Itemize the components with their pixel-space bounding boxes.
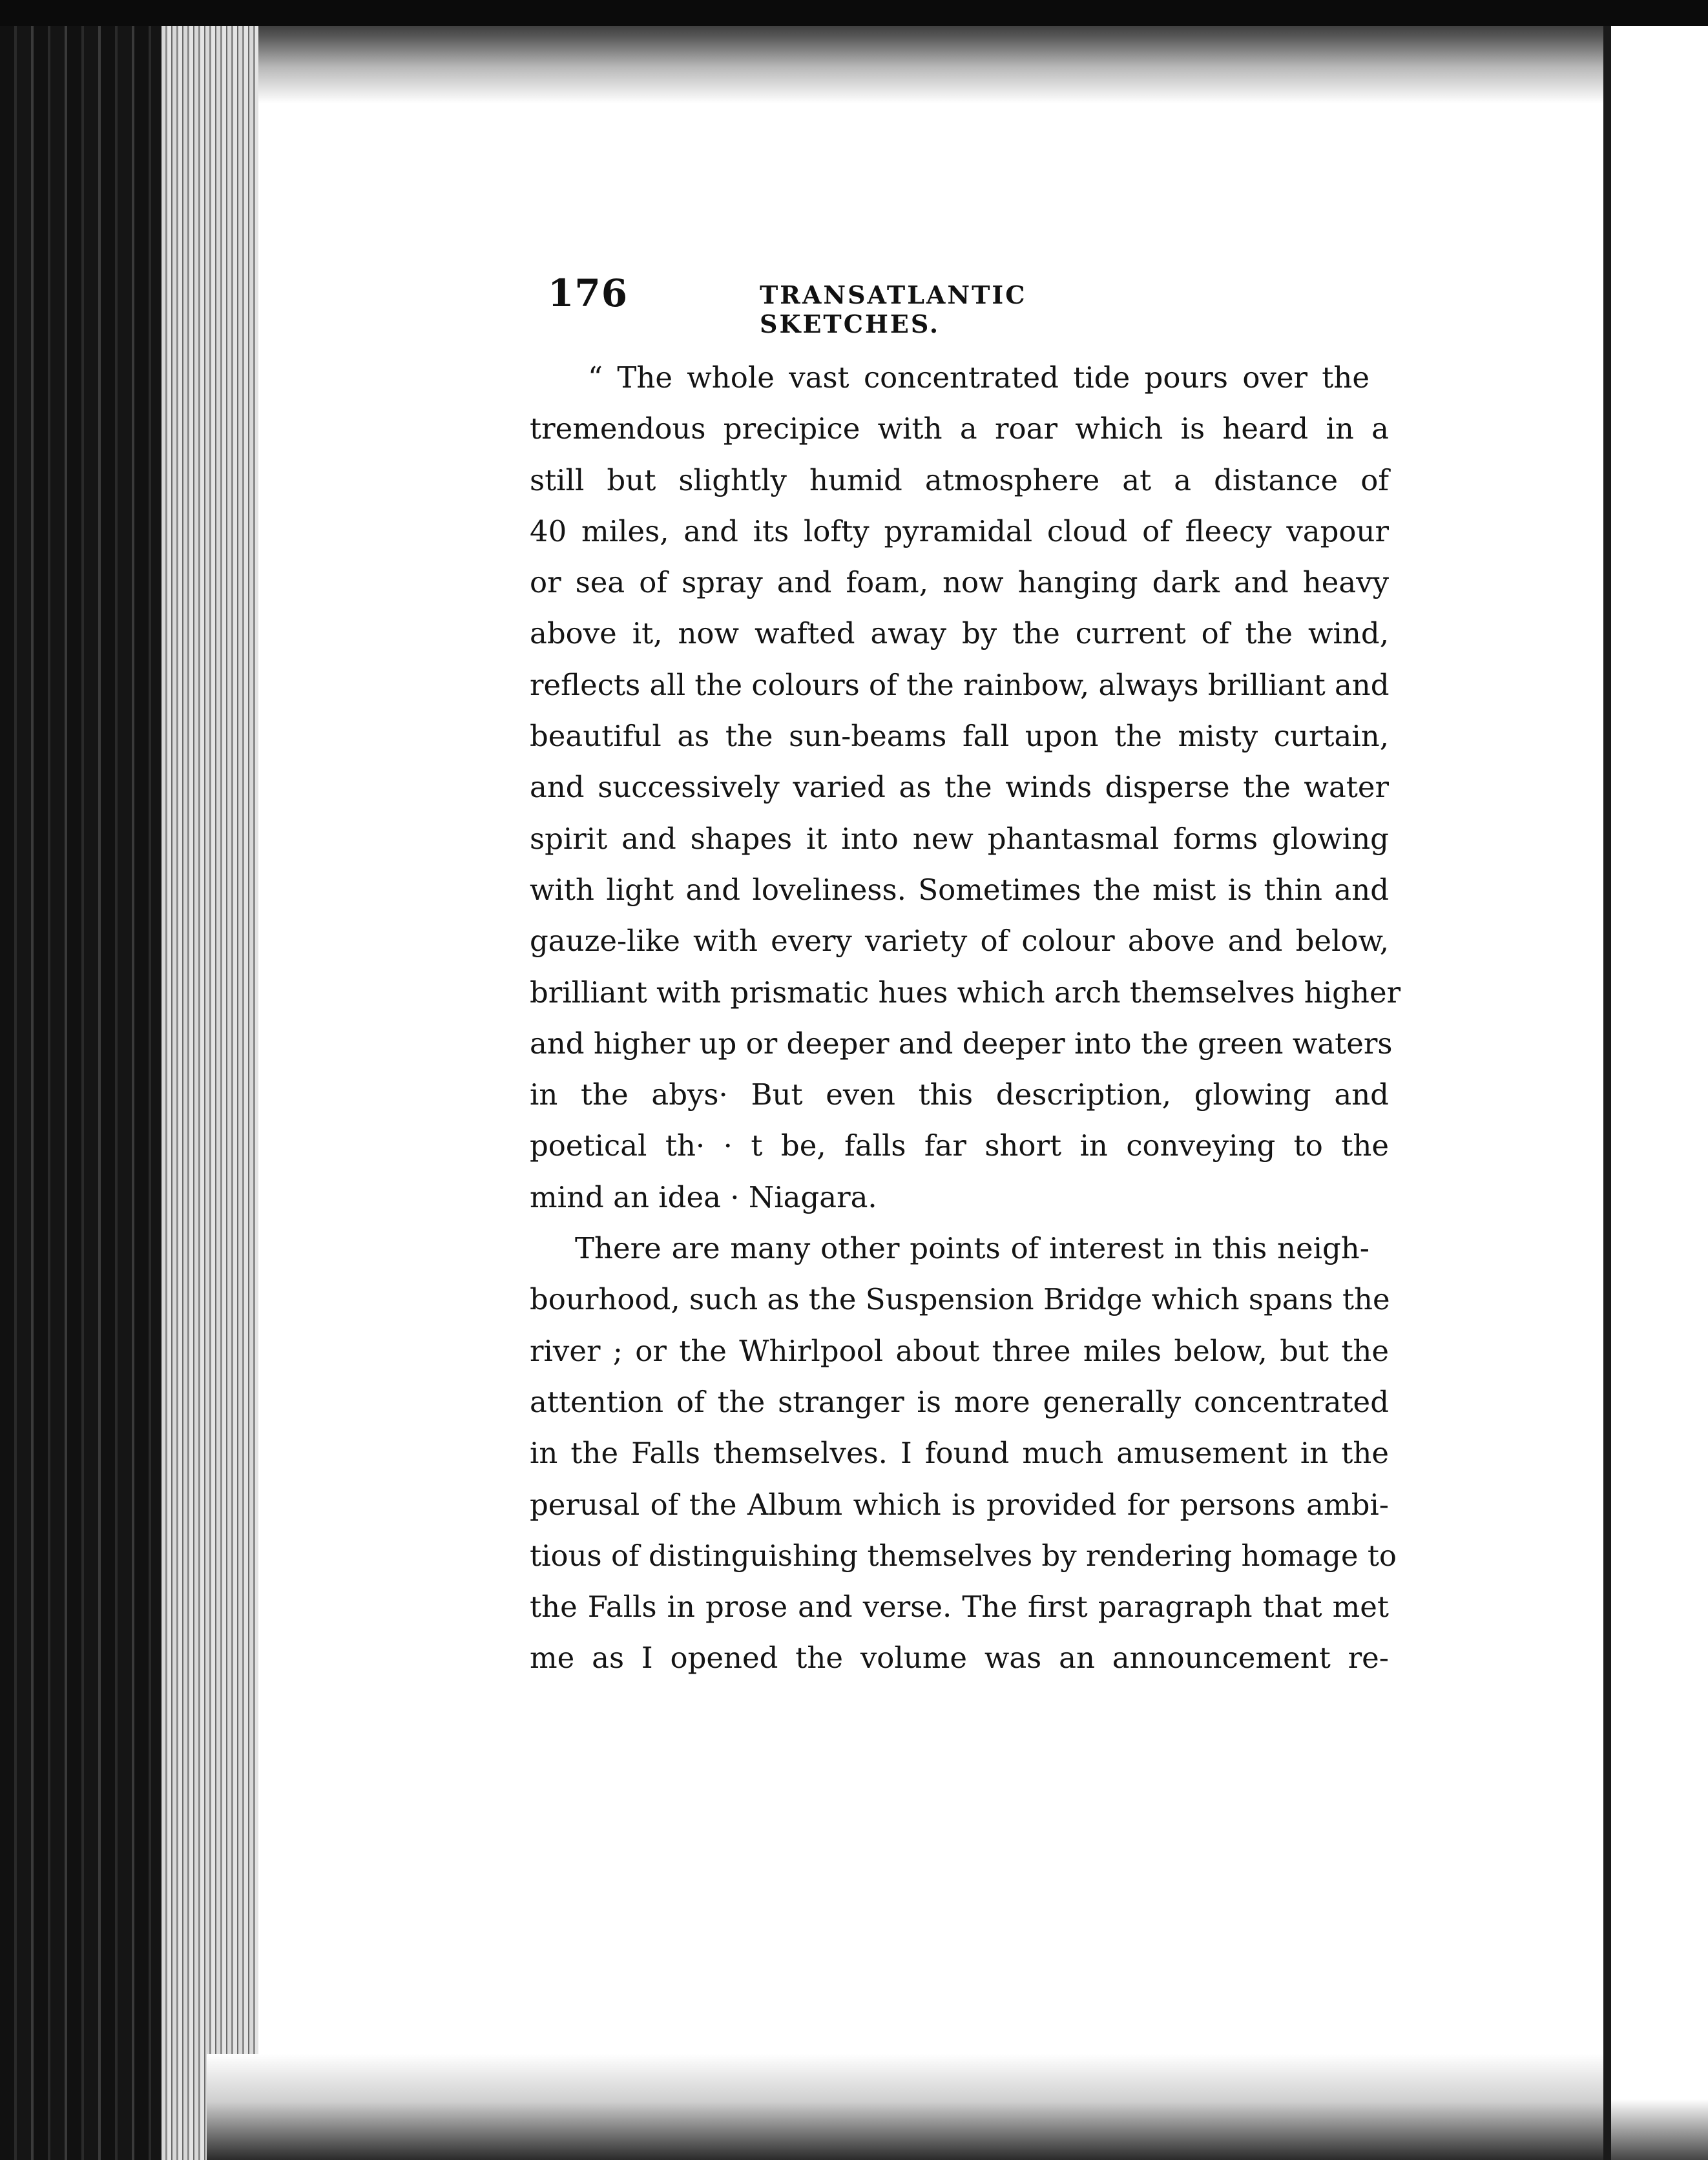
text-line: gauze-like with every variety of colour above and below, — [530, 924, 1389, 959]
text-line: and successively varied as the winds disperse the water — [530, 770, 1389, 805]
text-line: tremendous precipice with a roar which is heard in a — [530, 411, 1389, 446]
text-line: still but slightly humid atmosphere at a distance of — [530, 462, 1389, 497]
text-line: bourhood, such as the Suspension Bridge which spans the — [530, 1282, 1390, 1317]
page-bottom-shadow — [207, 2054, 1615, 2160]
scan-top-band — [0, 0, 1708, 26]
page-top-shadow — [258, 13, 1609, 103]
text-line: with light and loveliness. Sometimes the mist is thin and — [530, 872, 1389, 907]
text-line: reflects all the colours of the rainbow, always brilliant and — [530, 667, 1390, 702]
page-number: 176 — [548, 271, 629, 315]
running-head: TRANSATLANTIC SKETCHES. — [760, 280, 1027, 338]
right-margin-bottom-shadow — [1611, 2099, 1708, 2160]
text-line: 40 miles, and its lofty pyramidal cloud of fleecy vapour — [530, 514, 1389, 548]
text-line: beautiful as the sun-beams fall upon the misty curtain, — [530, 719, 1389, 754]
text-line: spirit and shapes it into new phantasmal forms glowing — [530, 821, 1389, 856]
page-edge-striations — [161, 0, 265, 2160]
gutter-rule — [1603, 13, 1611, 2160]
text-line: attention of the stranger is more generally concentrated — [530, 1384, 1389, 1419]
text-line: the Falls in prose and verse. The first paragraph that met — [530, 1590, 1389, 1625]
text-line: above it, now wafted away by the current of the wind, — [530, 616, 1389, 651]
page-header — [548, 271, 1194, 338]
text-line: in the abys· But even this description, glowing and — [530, 1077, 1389, 1112]
body-text — [530, 352, 1401, 1684]
text-line: and higher up or deeper and deeper into the green waters — [530, 1026, 1393, 1061]
text-line: “ The whole vast concentrated tide pours over the — [588, 360, 1370, 395]
text-line: mind an idea · Niagara. — [530, 1179, 877, 1214]
text-line: tious of distinguishing themselves by rendering homage to — [530, 1538, 1397, 1573]
text-line: me as I opened the volume was an announcement re- — [530, 1641, 1389, 1676]
text-line: river ; or the Whirlpool about three miles below, but the — [530, 1333, 1389, 1368]
text-line: There are many other points of interest in this neigh- — [575, 1231, 1370, 1266]
right-margin — [1611, 0, 1708, 2160]
text-line: or sea of spray and foam, now hanging dark and heavy — [530, 565, 1389, 600]
text-line: poetical th· · t be, falls far short in conveying to the — [530, 1128, 1389, 1163]
text-line: perusal of the Album which is provided for persons ambi- — [530, 1487, 1389, 1522]
text-line: brilliant with prismatic hues which arch themselves higher — [530, 975, 1401, 1010]
text-line: in the Falls themselves. I found much amusement in the — [530, 1436, 1389, 1471]
